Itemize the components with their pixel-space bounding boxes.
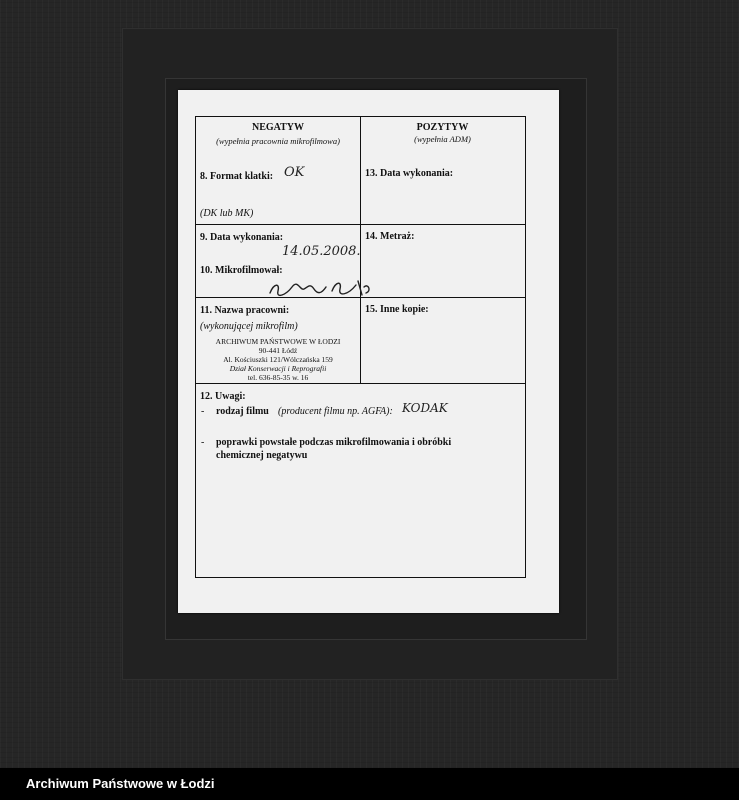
archive-stamp [196, 337, 360, 382]
row-divider [196, 224, 525, 225]
uwagi-bullet: - [201, 406, 205, 417]
stamp-line: Al. Kościuszki 121/Wólczańska 159 [223, 355, 333, 364]
signature-image [266, 277, 374, 299]
stamp-line: 90-441 Łódź [258, 346, 298, 355]
rodzaj-filmu-value: KODAK [402, 401, 448, 415]
pozytyw-title: POZYTYW [416, 122, 469, 133]
poprawki-label-cont: chemicznej negatywu [216, 450, 308, 461]
data-wykonania-13-label: 13. Data wykonania: [365, 168, 454, 179]
mikrofilmowal-label: 10. Mikrofilmował: [200, 265, 283, 276]
data-wykonania-9-value: 14.05.2008. [282, 244, 361, 259]
format-klatki-label: 8. Format klatki: [200, 171, 274, 182]
metraz-label: 14. Metraż: [365, 231, 415, 242]
microfilm-form [195, 116, 526, 578]
stamp-line: ARCHIWUM PAŃSTWOWE W ŁODZI [215, 337, 341, 346]
negatyw-title: NEGATYW [251, 122, 305, 133]
negatyw-subtitle: (wypełnia pracownia mikrofilmowa) [216, 136, 340, 146]
pozytyw-subtitle: (wypełnia ADM) [414, 134, 471, 144]
uwagi-label: 12. Uwagi: [200, 391, 246, 402]
nazwa-pracowni-hint: (wykonującej mikrofilm) [200, 321, 298, 332]
format-klatki-value: OK [284, 165, 305, 180]
rodzaj-filmu-hint: (producent filmu np. AGFA): [278, 406, 393, 417]
rodzaj-filmu-label: rodzaj filmu [216, 406, 269, 417]
nazwa-pracowni-label: 11. Nazwa pracowni: [200, 305, 290, 316]
archive-footer: Archiwum Państwowe w Łodzi [0, 768, 739, 800]
inne-kopie-label: 15. Inne kopie: [365, 304, 429, 315]
stamp-line: Dział Konserwacji i Reprografii [229, 364, 327, 373]
uwagi-bullet: - [201, 437, 205, 448]
poprawki-label: poprawki powstałe podczas mikrofilmowania i obróbki [216, 437, 452, 448]
stamp-line: tel. 636-85-35 w. 16 [247, 373, 309, 382]
data-wykonania-9-label: 9. Data wykonania: [200, 232, 284, 243]
format-klatki-hint: (DK lub MK) [200, 208, 254, 219]
row-divider [196, 383, 525, 384]
